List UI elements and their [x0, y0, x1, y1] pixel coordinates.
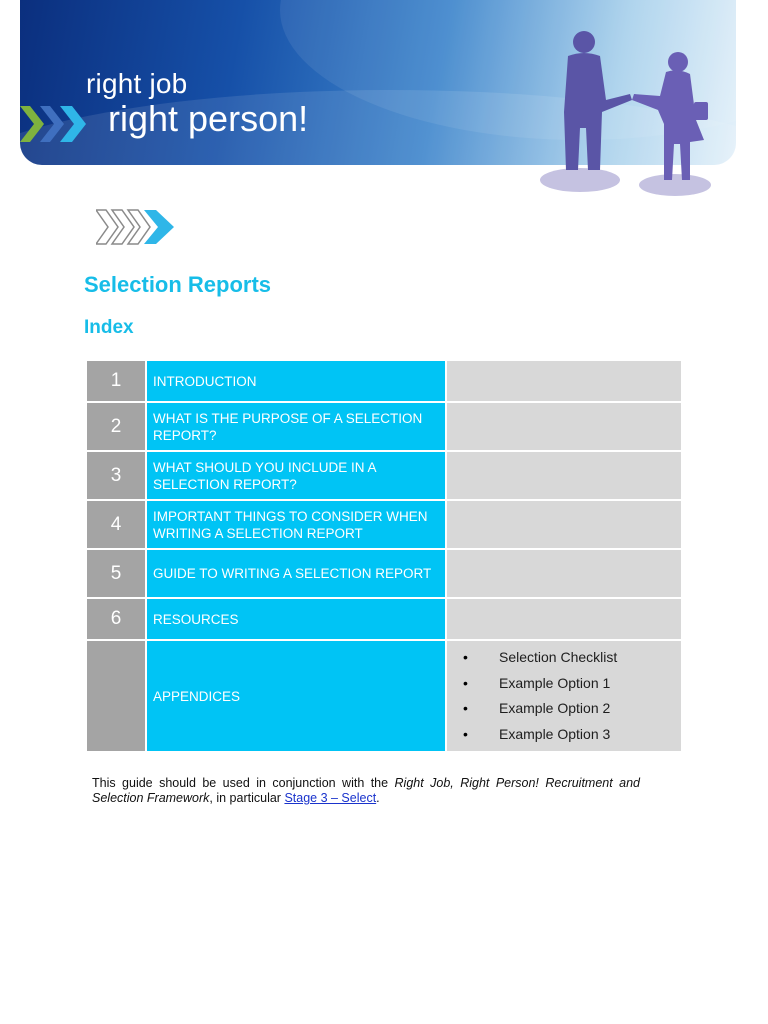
list-item: • Example Option 1 — [499, 671, 681, 697]
appendices-list-cell — [446, 640, 682, 752]
section-page-cell — [446, 500, 682, 549]
table-row — [86, 549, 682, 598]
section-page-cell — [446, 402, 682, 451]
list-item: • Example Option 3 — [499, 722, 681, 748]
section-number: 4 — [86, 500, 146, 549]
table-row — [86, 451, 682, 500]
list-item: • Selection Checklist — [499, 645, 681, 671]
chevron-arrows-icon — [96, 208, 178, 246]
chevron-arrows-logo — [20, 104, 100, 144]
section-title: IMPORTANT THINGS TO CONSIDER WHEN WRITING A SELECTION REPORT — [146, 500, 446, 549]
table-row — [86, 500, 682, 549]
note-text: This guide should be used in conjunction with the — [92, 775, 395, 790]
usage-note — [92, 776, 640, 807]
section-page-cell — [446, 451, 682, 500]
section-page-cell — [446, 598, 682, 640]
index-heading: Index — [84, 317, 134, 338]
section-title: GUIDE TO WRITING A SELECTION REPORT — [146, 549, 446, 598]
note-text: . — [376, 791, 380, 805]
section-page-cell — [446, 360, 682, 402]
document-title: Selection Reports — [84, 272, 272, 297]
section-title: WHAT IS THE PURPOSE OF A SELECTION REPORT? — [146, 402, 446, 451]
section-page-cell — [446, 549, 682, 598]
table-row-appendices — [86, 640, 682, 752]
framework-name: Right Job, Right Person! Recruitment and Selection Framework — [92, 775, 641, 805]
section-number: 6 — [86, 598, 146, 640]
stage-3-select-link[interactable]: Stage 3 – Select — [284, 791, 377, 805]
appendices-list — [447, 641, 681, 751]
section-title: APPENDICES — [146, 640, 446, 752]
section-number: 3 — [86, 451, 146, 500]
section-title: WHAT SHOULD YOU INCLUDE IN A SELECTION REPORT? — [146, 451, 446, 500]
list-item: • Example Option 2 — [499, 696, 681, 722]
index-table — [85, 359, 683, 753]
handshake-illustration — [540, 20, 730, 205]
table-row — [86, 360, 682, 402]
section-title: RESOURCES — [146, 598, 446, 640]
section-number: 2 — [86, 402, 146, 451]
section-number: 1 — [86, 360, 146, 402]
note-text: , in particular — [209, 791, 285, 805]
banner-tagline-line-1: right job — [86, 68, 188, 99]
banner-tagline-line-2: right person! — [108, 98, 309, 139]
section-title: INTRODUCTION — [146, 360, 446, 402]
section-number: 5 — [86, 549, 146, 598]
table-row — [86, 402, 682, 451]
section-number — [86, 640, 146, 752]
table-row — [86, 598, 682, 640]
